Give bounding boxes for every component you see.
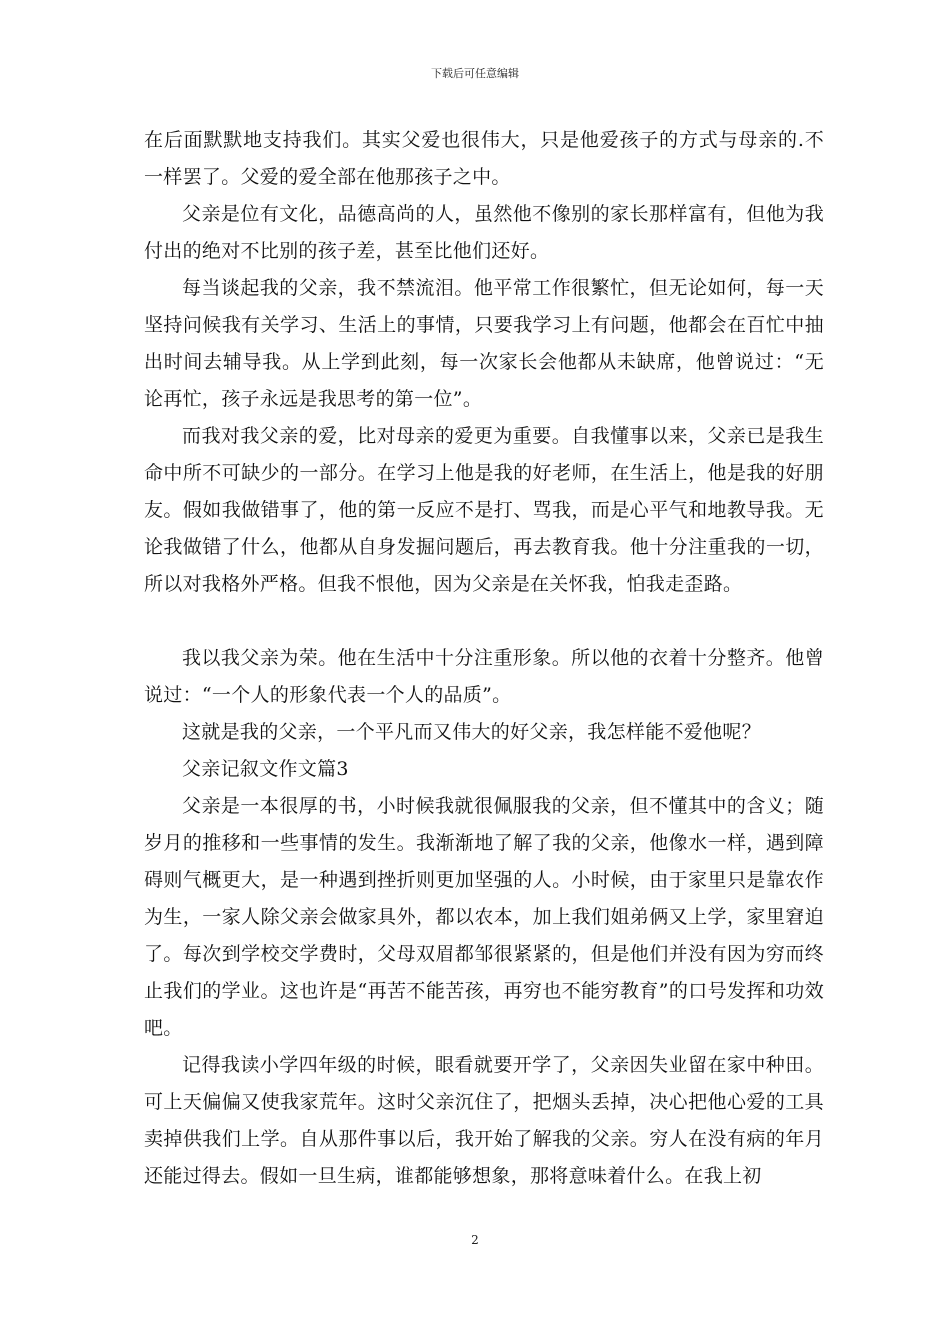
document-body: [144, 122, 824, 1195]
section-heading: 父亲记叙文作文篇3: [182, 758, 349, 780]
page-number: 2: [471, 1233, 479, 1247]
paragraph-2: 父亲是位有文化，品德高尚的人，虽然他不像别的家长那样富有，但他为我付出的绝对不比别的孩子差，甚至比他们还好。: [144, 203, 824, 262]
paragraph-1: 在后面默默地支持我们。其实父爱也很伟大，只是他爱孩子的方式与母亲的.不一样罢了。父爱的爱全部在他那孩子之中。: [144, 129, 824, 188]
page-header: 下载后可任意编辑: [431, 67, 519, 80]
paragraph-4: 而我对我父亲的爱，比对母亲的爱更为重要。自我懂事以来，父亲已是我生命中所不可缺少的一部分。在学习上他是我的好老师，在生活上，他是我的好朋友。假如我做错事了，他的第一反应不是打、骂我，而是心平气和地教导我。无论我做错了什么，他都从自身发掘问题后，再去教育我。他十分注重我的一切，所以对我格外严格。但我不恨他，因为父亲是在关怀我，怕我走歪路。: [144, 425, 824, 595]
paragraph-5: 我以我父亲为荣。他在生活中十分注重形象。所以他的衣着十分整齐。他曾说过：“一个人的形象代表一个人的品质”。: [144, 647, 824, 706]
paragraph-6: 这就是我的父亲，一个平凡而又伟大的好父亲，我怎样能不爱他呢？: [182, 721, 762, 743]
paragraph-3: 每当谈起我的父亲，我不禁流泪。他平常工作很繁忙，但无论如何，每一天坚持问候我有关学习、生活上的事情，只要我学习上有问题，他都会在百忙中抽出时间去辅导我。从上学到此刻，每一次家长会他都从未缺席，他曾说过：“无论再忙，孩子永远是我思考的第一位”。: [144, 277, 824, 410]
paragraph-7: 父亲是一本很厚的书，小时候我就很佩服我的父亲，但不懂其中的含义；随岁月的推移和一些事情的发生。我渐渐地了解了我的父亲，他像水一样，遇到障碍则气概更大，是一种遇到挫折则更加坚强的人。小时候，由于家里只是靠农作为生，一家人除父亲会做家具外，都以农本，加上我们姐弟俩又上学，家里窘迫了。每次到学校交学费时，父母双眉都邹很紧紧的，但是他们并没有因为穷而终止我们的学业。这也许是“再苦不能苦孩，再穷也不能穷教育”的口号发挥和功效吧。: [144, 795, 824, 1039]
paragraph-spacer: [144, 603, 824, 640]
paragraph-8: 记得我读小学四年级的时候，眼看就要开学了，父亲因失业留在家中种田。可上天偏偏又使我家荒年。这时父亲沉住了，把烟头丢掉，决心把他心爱的工具卖掉供我们上学。自从那件事以后，我开始了解我的父亲。穷人在没有病的年月还能过得去。假如一旦生病，谁都能够想象，那将意味着什么。在我上初: [144, 1054, 824, 1187]
